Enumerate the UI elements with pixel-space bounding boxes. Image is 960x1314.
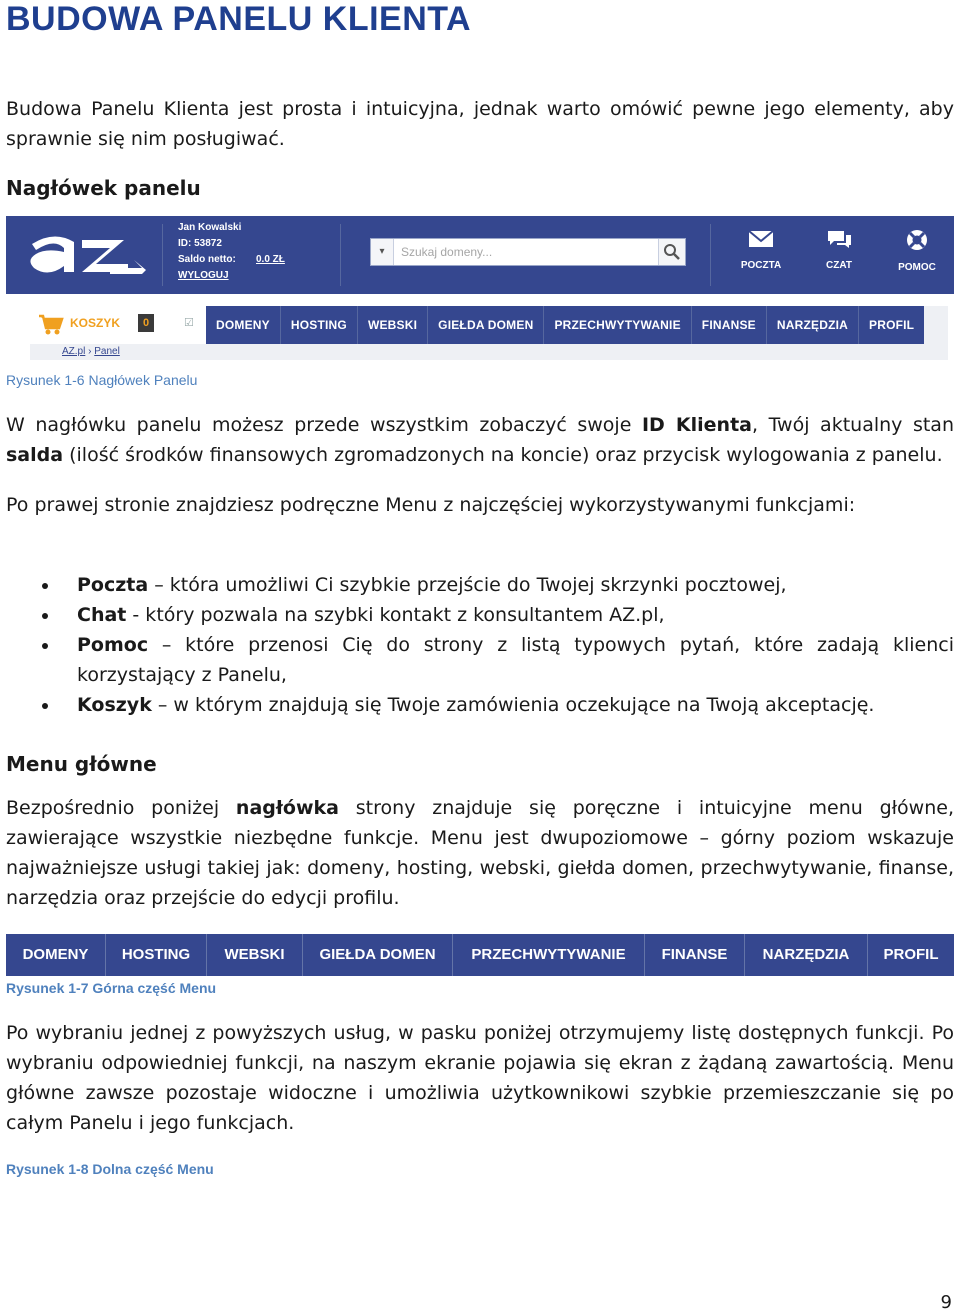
divider	[710, 224, 711, 286]
panel-header-figure	[6, 216, 954, 294]
bold-naglowka: nagłówka	[235, 797, 339, 819]
user-name: Jan Kowalski	[178, 222, 242, 233]
balance-label: Saldo netto:	[178, 254, 236, 265]
text-run: , Twój aktualny stan	[752, 414, 954, 436]
bullet-text: – które przenosi Cię do strony z listą typowych pytań, które zadają klienci korzystający z Panelu,	[77, 634, 954, 686]
az-logo	[24, 224, 148, 286]
list-item	[6, 630, 954, 690]
text-run: strony znajduje się poręczne i intuicyjne menu główne, zawierające wszystkie niezbędne funkcje. Menu jest dwupoziomowe – górny poziom wskazuje najważniejsze usługi takiej jak: domeny, hosting, webski, giełda domen, przechwytywanie, finanse, narzędzia oraz przejście do edycji profilu.	[6, 797, 954, 909]
balance-value: 0.0 ZŁ	[256, 254, 285, 265]
menu-item-finanse[interactable]: FINANSE	[645, 934, 745, 976]
cart-count-badge: 0	[138, 314, 154, 332]
bullet-icon	[42, 643, 48, 649]
divider	[340, 224, 341, 286]
lifebuoy-icon	[903, 228, 931, 252]
menu-item-webski[interactable]: WEBSKI	[207, 934, 303, 976]
mail-label: POCZTA	[740, 260, 782, 271]
search-icon	[659, 239, 685, 265]
section-heading-menu: Menu główne	[6, 752, 157, 776]
divider	[162, 224, 163, 286]
section-heading-header: Nagłówek panelu	[6, 176, 201, 200]
breadcrumb-current[interactable]: Panel	[94, 346, 120, 357]
bullet-text: - który pozwala na szybki kontakt z konsultantem AZ.pl,	[126, 604, 665, 626]
main-nav-preview	[206, 306, 924, 344]
quick-menu-list	[6, 570, 954, 720]
mail-button[interactable]	[726, 228, 796, 271]
bullet-icon	[42, 583, 48, 589]
cart-icon	[38, 314, 64, 336]
help-button[interactable]	[882, 228, 952, 273]
bullet-icon	[42, 613, 48, 619]
breadcrumb	[62, 346, 120, 357]
list-item	[6, 690, 954, 720]
client-id: ID: 53872	[178, 238, 222, 249]
intro-paragraph: Budowa Panelu Klienta jest prosta i intuicyjna, jednak warto omówić pewne jego elementy, aby sprawnie się nim posługiwać.	[6, 98, 954, 150]
nav-item-finanse[interactable]: FINANSE	[692, 306, 767, 344]
list-item	[6, 570, 954, 600]
menu-item-gielda-domen[interactable]: GIEŁDA DOMEN	[303, 934, 453, 976]
cart-button[interactable]	[30, 306, 206, 344]
nav-item-hosting[interactable]: HOSTING	[281, 306, 358, 344]
page-title: BUDOWA PANELU KLIENTA	[6, 0, 472, 38]
list-item	[6, 600, 954, 630]
help-label: POMOC	[898, 262, 936, 273]
bullet-text: – w którym znajdują się Twoje zamówienia oczekujące na Twoją akceptację.	[151, 694, 875, 716]
figure-caption-1-7: Rysunek 1-7 Górna część Menu	[6, 980, 217, 996]
menu-item-profil[interactable]: PROFIL	[883, 946, 939, 963]
chat-icon	[825, 228, 853, 250]
text-run: (ilość środków finansowych zgromadzonych na koncie) oraz przycisk wylogowania z panelu.	[63, 444, 943, 466]
checkmark-icon: ☑	[184, 316, 194, 329]
chat-label: CZAT	[826, 260, 852, 271]
chat-button[interactable]	[804, 228, 874, 271]
bullet-icon	[42, 703, 48, 709]
bold-salda: salda	[6, 444, 64, 466]
bullet-term: Pomoc	[77, 634, 149, 656]
breadcrumb-home[interactable]: AZ.pl	[62, 346, 86, 357]
page-number: 9	[940, 1292, 952, 1313]
figure-caption-1-6: Rysunek 1-6 Nagłówek Panelu	[6, 372, 198, 388]
menu-item-hosting[interactable]: HOSTING	[106, 934, 207, 976]
bullet-text: – która umożliwi Ci szybkie przejście do Twojej skrzynki pocztowej,	[148, 574, 787, 596]
nav-item-profil[interactable]: PROFIL	[869, 318, 915, 332]
header-description	[6, 410, 954, 470]
top-menu-figure	[6, 934, 954, 976]
domain-search-input[interactable]	[370, 238, 686, 266]
nav-item-webski[interactable]: WEBSKI	[358, 306, 428, 344]
quick-menu-intro: Po prawej stronie znajdziesz podręczne Menu z najczęściej wykorzystywanymi funkcjami:	[6, 494, 856, 516]
search-button[interactable]	[658, 239, 685, 265]
chevron-down-icon[interactable]: ▾	[371, 239, 394, 265]
menu-item-przechwytywanie[interactable]: PRZECHWYTYWANIE	[453, 934, 645, 976]
logout-link[interactable]: WYLOGUJ	[178, 270, 229, 281]
panel-subheader-figure	[30, 306, 948, 360]
menu-item-narzedzia[interactable]: NARZĘDZIA	[745, 934, 868, 976]
figure-caption-1-8: Rysunek 1-8 Dolna część Menu	[6, 1161, 214, 1177]
menu-description	[6, 793, 954, 913]
bold-id-klienta: ID Klienta	[641, 414, 752, 436]
nav-item-przechwytywanie[interactable]: PRZECHWYTYWANIE	[544, 306, 691, 344]
nav-item-narzedzia[interactable]: NARZĘDZIA	[767, 306, 859, 344]
search-placeholder: Szukaj domeny...	[401, 245, 493, 259]
mail-icon	[747, 228, 775, 250]
text-run: Bezpośrednio poniżej	[6, 797, 236, 819]
nav-item-domeny[interactable]: DOMENY	[206, 306, 281, 344]
submenu-description: Po wybraniu jednej z powyższych usług, w pasku poniżej otrzymujemy listę dostępnych funkcji. Po wybraniu odpowiedniej funkcji, na naszym ekranie pojawia się ekran z żądaną zawartością. Menu główne zawsze pozostaje widoczne i umożliwia użytkownikowi szybkie przemieszczanie się po całym Panelu i jego funkcjach.	[6, 1022, 954, 1134]
bullet-term: Poczta	[77, 574, 149, 596]
bullet-term: Koszyk	[77, 694, 152, 716]
text-run: W nagłówku panelu możesz przede wszystkim zobaczyć swoje	[6, 414, 642, 436]
breadcrumb-separator: ›	[88, 346, 92, 357]
nav-item-gielda-domen[interactable]: GIEŁDA DOMEN	[428, 306, 544, 344]
bullet-term: Chat	[77, 604, 127, 626]
menu-item-domeny[interactable]: DOMENY	[6, 934, 106, 976]
cart-label: KOSZYK	[70, 316, 121, 330]
